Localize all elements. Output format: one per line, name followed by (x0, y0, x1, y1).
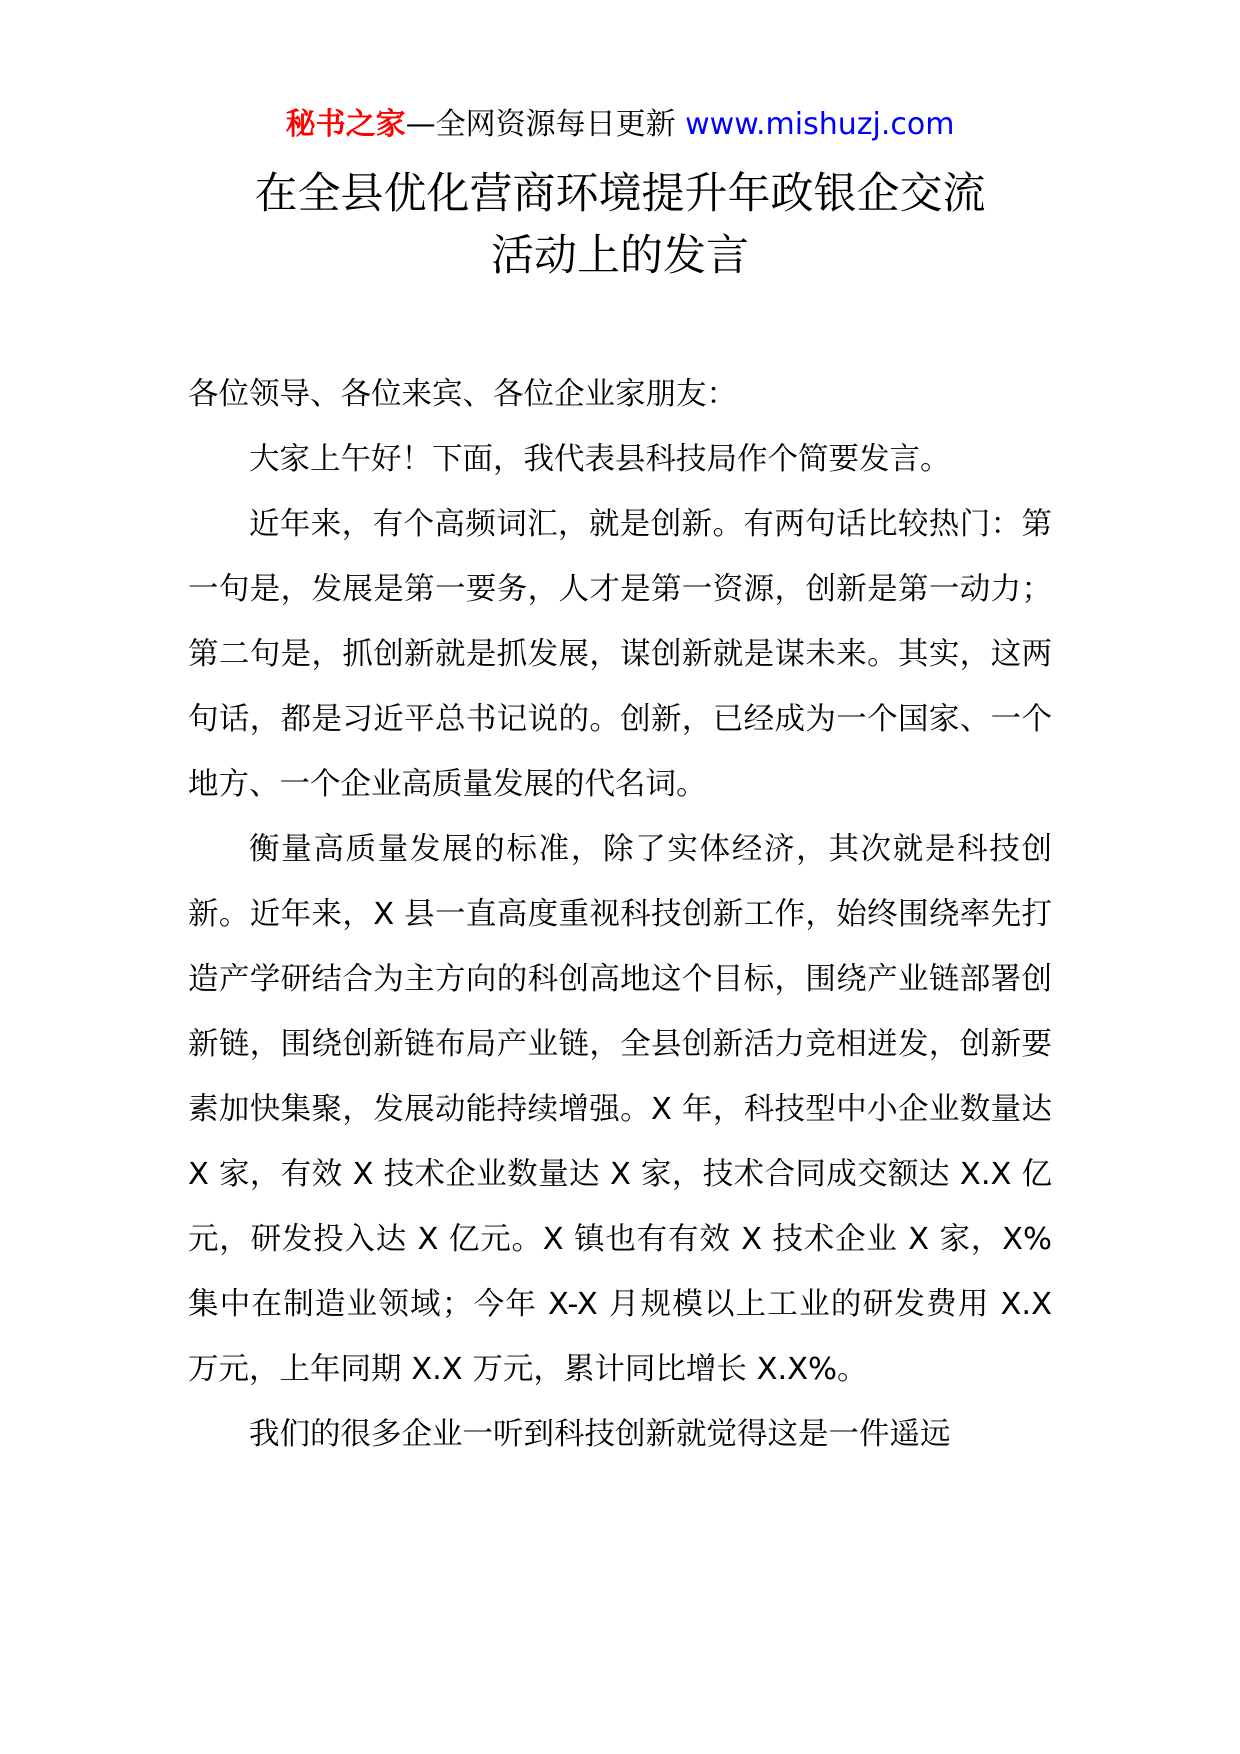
document-title-line-2: 活动上的发言 (491, 231, 749, 281)
salutation: 各位领导、各位来宾、各位企业家朋友： (188, 377, 737, 412)
document-body (188, 362, 1052, 1467)
paragraph-4: 我们的很多企业一听到科技创新就觉得这是一件遥远 (249, 1417, 951, 1452)
paragraph-2: 近年来，有个高频词汇，就是创新。有两句话比较热门：第一句是，发展是第一要务，人才是第一资源，创新是第一动力；第二句是，抓创新就是抓发展，谋创新就是谋未来。其实，这两句话，都是习近平总书记说的。创新，已经成为一个国家、一个地方、一个企业高质量发展的代名词。 (188, 507, 1052, 802)
brand-name: 秘书之家 (285, 107, 406, 142)
document-title-line-1: 在全县优化营商环境提升年政银企交流 (254, 169, 986, 219)
site-header (0, 103, 1240, 147)
header-tagline: —全网资源每日更新 (405, 107, 686, 142)
paragraph-3: 衡量高质量发展的标准，除了实体经济，其次就是科技创新。近年来，X 县一直高度重视科技创新工作，始终围绕率先打造产学研结合为主方向的科创高地这个目标，围绕产业链部署创新链，围绕创新链布局产业链，全县创新活力竞相迸发，创新要素加快集聚，发展动能持续增强。X 年，科技型中小企业数量达 X 家，有效 X 技术企业数量达 X 家，技术合同成交额达 X.X 亿元，研发投入达 X 亿元。X 镇也有有效 X 技术企业 X 家，X%集中在制造业领域；今年 X-X 月规模以上工业的研发费用 X.X 万元，上年同期 X.X 万元，累计同比增长 X.X%。 (188, 832, 1052, 1387)
site-url-link[interactable]: www.mishuzj.com (685, 107, 955, 142)
paragraph-1: 大家上午好！下面，我代表县科技局作个简要发言。 (249, 442, 951, 477)
